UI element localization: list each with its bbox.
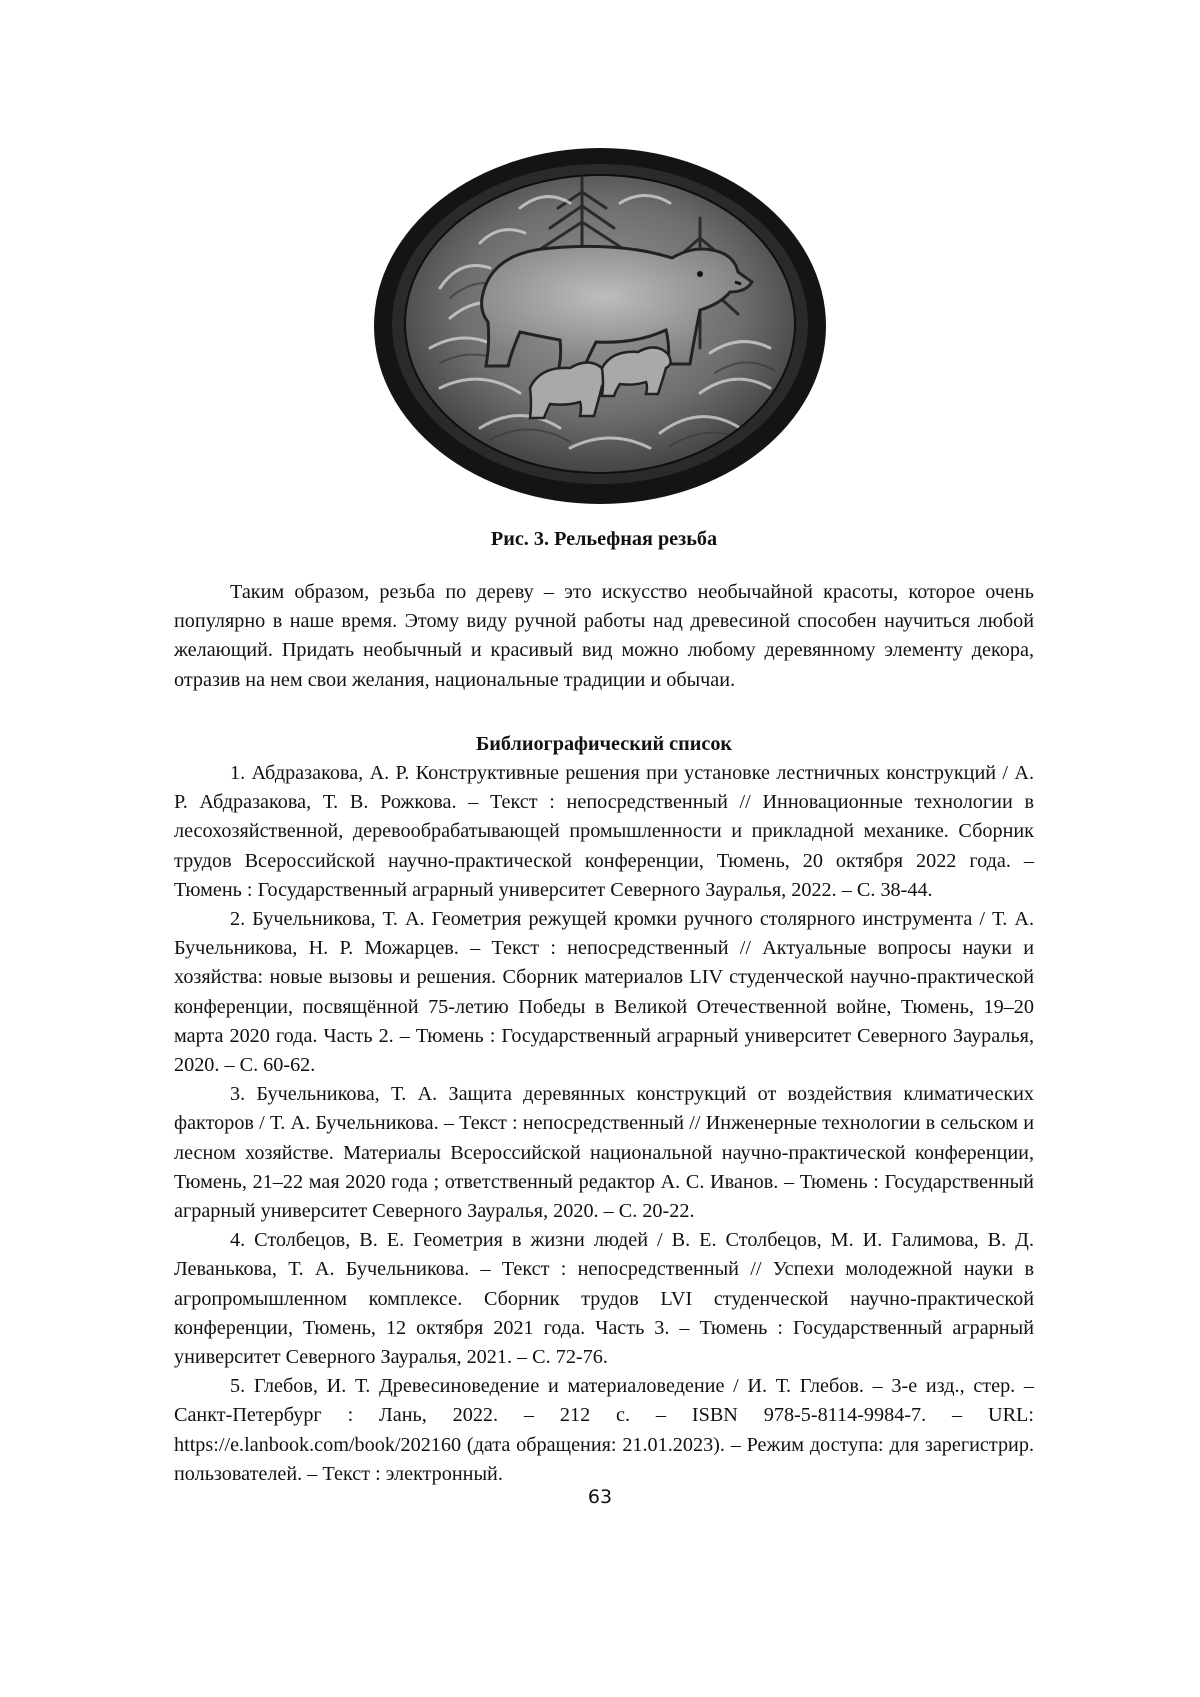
document-page [0, 0, 1200, 1697]
figure-relief-carving [370, 148, 830, 520]
bibliography-heading: Библиографический список [174, 730, 1034, 759]
figure-caption: Рис. 3. Рельефная резьба [174, 525, 1034, 554]
bibliography-item: 4. Столбецов, В. Е. Геометрия в жизни людей / В. Е. Столбецов, М. И. Галимова, В. Д. Леванькова, Т. А. Бучельникова. – Текст : непосредственный // Успехи молодежной науки в агропромышленном комплексе. Сборник трудов LVI студенческой научно-практической конференции, Тюмень, 12 октября 2021 года. Часть 3. – Тюмень : Государственный аграрный университет Северного Зауралья, 2021. – С. 72-76. [174, 1226, 1034, 1372]
bibliography-item: 5. Глебов, И. Т. Древесиноведение и материаловедение / И. Т. Глебов. – 3-е изд., стер. – Санкт-Петербург : Лань, 2022. – 212 с. – ISBN 978-5-8114-9984-7. – URL: https://e.lanbook.com/book/202160 (дата обращения: 21.01.2023). – Режим доступа: для зарегистрир. пользователей. – Текст : электронный. [174, 1372, 1034, 1489]
bibliography-item: 2. Бучельникова, Т. А. Геометрия режущей кромки ручного столярного инструмента / Т. А. Бучельникова, Н. Р. Можарцев. – Текст : непосредственный // Актуальные вопросы науки и хозяйства: новые вызовы и решения. Сборник материалов LIV студенческой научно-практической конференции, посвящённой 75-летию Победы в Великой Отечественной войне, Тюмень, 19–20 марта 2020 года. Часть 2. – Тюмень : Государственный аграрный университет Северного Зауралья, 2020. – С. 60-62. [174, 905, 1034, 1080]
bibliography-item: 3. Бучельникова, Т. А. Защита деревянных конструкций от воздействия климатических факторов / Т. А. Бучельникова. – Текст : непосредственный // Инженерные технологии в сельском и лесном хозяйстве. Материалы Всероссийской национальной научно-практической конференции, Тюмень, 21–22 мая 2020 года ; ответственный редактор А. С. Иванов. – Тюмень : Государственный аграрный университет Северного Зауралья, 2020. – С. 20-22. [174, 1080, 1034, 1226]
body-paragraph: Таким образом, резьба по дереву – это искусство необычайной красоты, которое очень популярно в наше время. Этому виду ручной работы над древесиной способен научиться любой желающий. Придать необычный и красивый вид можно любому деревянному элементу декора, отразив на нем свои желания, национальные традиции и обычаи. [174, 578, 1034, 695]
bibliography-list [174, 759, 1034, 1489]
carved-bear-relief-image [370, 148, 830, 520]
page-number: 63 [0, 1486, 1200, 1508]
bibliography-item: 1. Абдразакова, А. Р. Конструктивные решения при установке лестничных конструкций / А. Р. Абдразакова, Т. В. Рожкова. – Текст : непосредственный // Инновационные технологии в лесохозяйственной, деревообрабатывающей промышленности и прикладной механике. Сборник трудов Всероссийской научно-практической конференции, Тюмень, 20 октября 2022 года. – Тюмень : Государственный аграрный университет Северного Зауралья, 2022. – С. 38-44. [174, 759, 1034, 905]
